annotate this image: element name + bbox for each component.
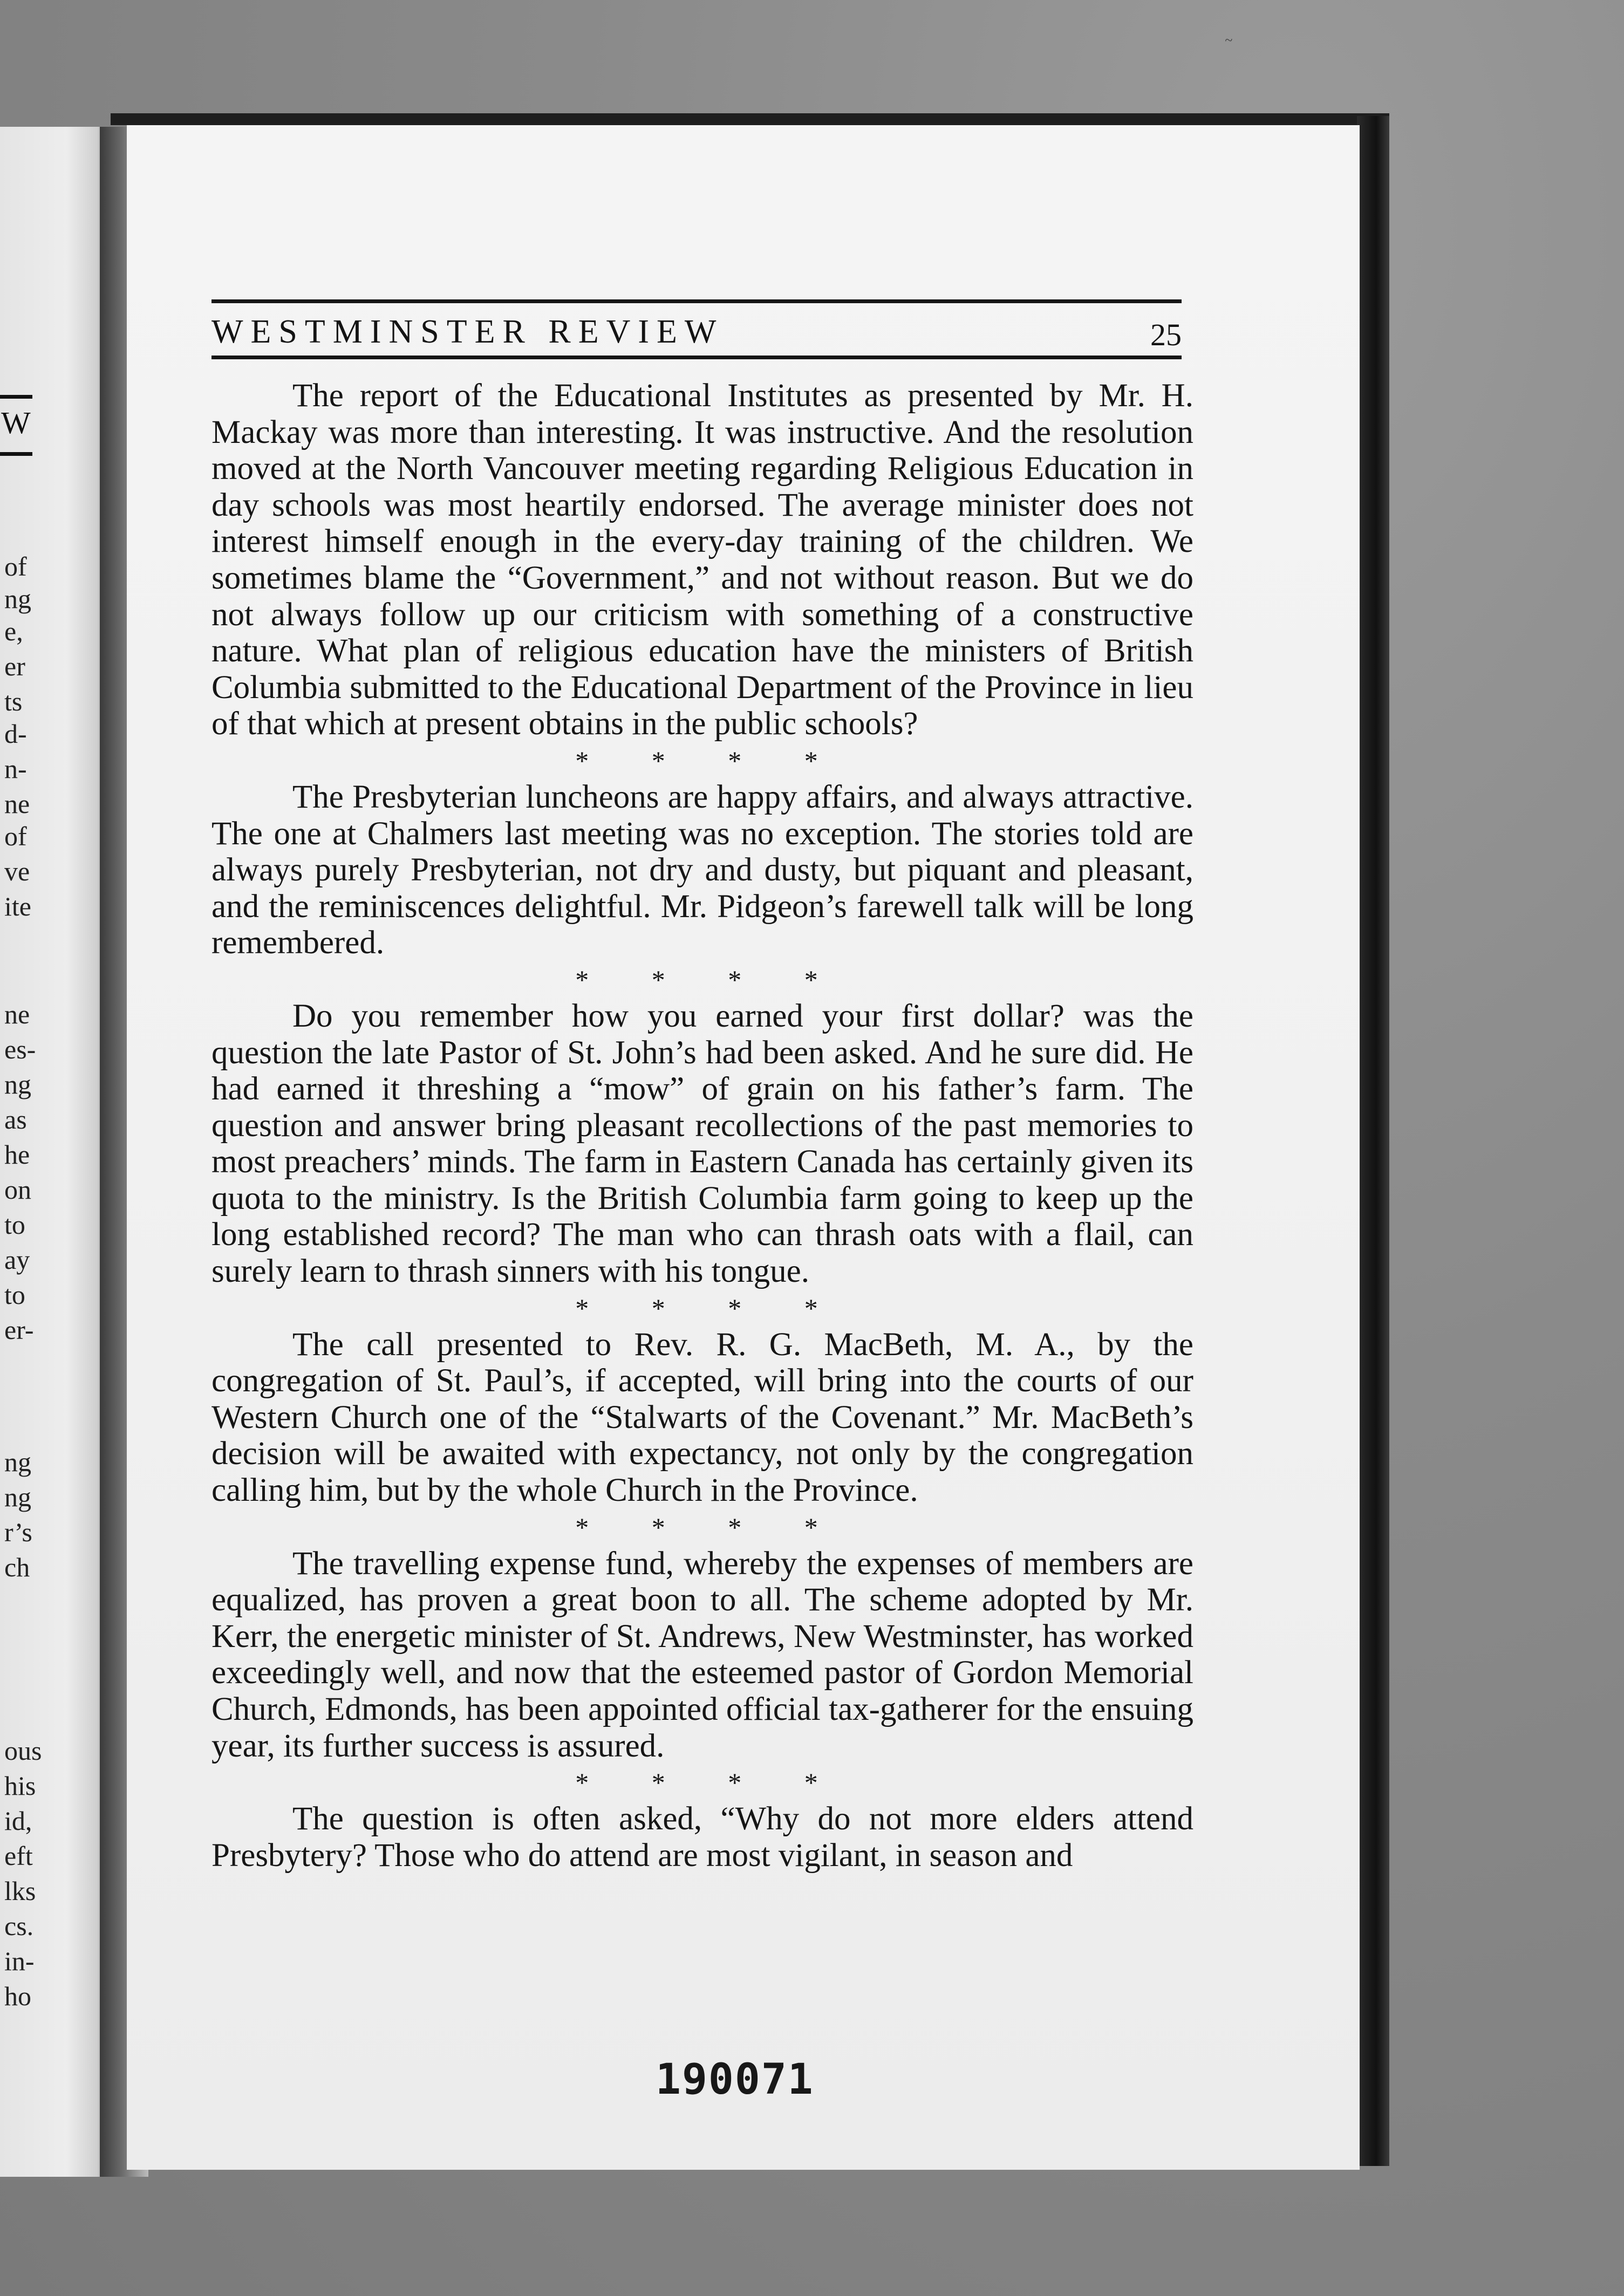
previous-page-fragment: ay — [4, 1245, 30, 1275]
page-number: 25 — [1150, 317, 1182, 352]
previous-page-fragment: ts — [4, 686, 23, 716]
previous-page-fragment: ous — [4, 1735, 42, 1766]
section-separator: * * * * — [575, 1767, 846, 1798]
running-header — [211, 299, 1182, 360]
previous-page-fragment: of — [4, 821, 27, 851]
page-stamp-number: 190071 — [656, 2055, 814, 2104]
section-separator: * * * * — [575, 964, 846, 995]
margin-scribble: ~ — [1225, 32, 1233, 48]
paragraph-first-dollar: Do you remember how you earned your first dollar? was the question the late Pastor of St. John’s had been asked. And he sure did. He had earned it threshing a “mow” of grain on his father’s farm. The question and answer bring pleasant recollections of the past memories to most preachers’ minds. The farm in Eastern Canada has certainly given its quota to the ministry. Is the British Columbia farm going to keep up the long established record? The man who can thrash oats with a flail, can surely learn to thrash sinners with his tongue. — [211, 997, 1193, 1290]
previous-page-fragment: id, — [4, 1806, 32, 1836]
previous-page-fragment: er — [4, 651, 25, 681]
running-title: WESTMINSTER REVIEW — [211, 313, 724, 350]
previous-page-fragment: on — [4, 1174, 31, 1205]
book-cover-edge — [1357, 116, 1389, 2166]
previous-page-fragment: es- — [4, 1034, 36, 1064]
previous-page-fragment: of — [4, 551, 27, 582]
previous-page-fragment: to — [4, 1210, 25, 1240]
previous-page-fragment: eft — [4, 1841, 33, 1871]
book-cover-edge — [111, 113, 1389, 125]
previous-page-fragment: ng — [4, 584, 31, 614]
previous-page-fragment: ne — [4, 999, 30, 1029]
previous-page-header-fragment: W — [1, 405, 31, 440]
previous-page-fragment: ng — [4, 1447, 31, 1477]
previous-page-fragment: in- — [4, 1946, 35, 1976]
previous-page-fragment: ite — [4, 891, 31, 921]
previous-page-fragment: he — [4, 1139, 30, 1170]
previous-page-fragment: er- — [4, 1315, 34, 1345]
previous-page-rule — [0, 452, 32, 456]
paragraph-elders-attend: The question is often asked, “Why do not more elders attend Presbytery? Those who do attend are most vigilant, in season and — [211, 1801, 1193, 1874]
paragraph-macbeth-call: The call presented to Rev. R. G. MacBeth, M. A., by the congregation of St. Paul’s, if accepted, will bring into the courts of our Western Church one of the “Stalwarts of the Covenant.” Mr. MacBeth’s decision will be awaited with expectancy, not only by the congregation calling him, but by the whole Church in the Province. — [211, 1326, 1193, 1509]
previous-page-fragment: cs. — [4, 1911, 34, 1941]
previous-page-rule — [0, 395, 32, 399]
section-separator: * * * * — [575, 1293, 846, 1323]
previous-page-fragment: as — [4, 1104, 27, 1135]
header-rule — [211, 299, 1182, 303]
previous-page-fragment: ng — [4, 1482, 31, 1512]
previous-page-fragment: lks — [4, 1876, 36, 1906]
previous-page-fragment: his — [4, 1771, 36, 1801]
previous-page-edge — [0, 127, 111, 2177]
header-rule — [211, 356, 1182, 359]
previous-page-fragment: ne — [4, 789, 30, 819]
previous-page-fragment: ng — [4, 1069, 31, 1099]
section-separator: * * * * — [575, 745, 846, 776]
previous-page-fragment: n- — [4, 754, 27, 784]
paragraph-educational-institutes: The report of the Educational Institutes as presented by Mr. H. Mackay was more than interesting. It was instructive. And the resolution moved at the North Vancouver meeting regarding Religious Education in day schools was most heartily endorsed. The average minister does not interest himself enough in the every-day training of the children. We sometimes blame the “Government,” and not without reason. But we do not always follow up our criticism with something of a constructive nature. What plan of religious education have the ministers of British Columbia submitted to the Educational Department of the Province in lieu of that which at present obtains in the public schools? — [211, 378, 1193, 742]
paragraph-presbyterian-luncheons: The Presbyterian luncheons are happy affairs, and always attractive. The one at Chalmers last meeting was no exception. The stories told are always purely Presbyterian, not dry and dusty, but piquant and pleasant, and the reminiscences delightful. Mr. Pidgeon’s farewell talk will be long remembered. — [211, 778, 1193, 961]
previous-page-fragment: r’s — [4, 1517, 32, 1547]
previous-page-fragment: ve — [4, 856, 30, 886]
previous-page-fragment: d- — [4, 719, 27, 749]
previous-page-fragment: ho — [4, 1981, 31, 2011]
article-body — [211, 378, 1193, 1874]
section-separator: * * * * — [575, 1512, 846, 1542]
previous-page-fragment: e, — [4, 616, 23, 646]
previous-page-fragment: to — [4, 1280, 25, 1310]
paragraph-travelling-expense: The travelling expense fund, whereby the expenses of members are equalized, has proven a great boon to all. The scheme adopted by Mr. Kerr, the energetic minister of St. Andrews, New Westminster, has worked exceedingly well, and now that the esteemed pastor of Gordon Memorial Church, Edmonds, has been appointed official tax-gatherer for the ensuing year, its further success is assured. — [211, 1545, 1193, 1764]
previous-page-fragment: ch — [4, 1552, 30, 1582]
